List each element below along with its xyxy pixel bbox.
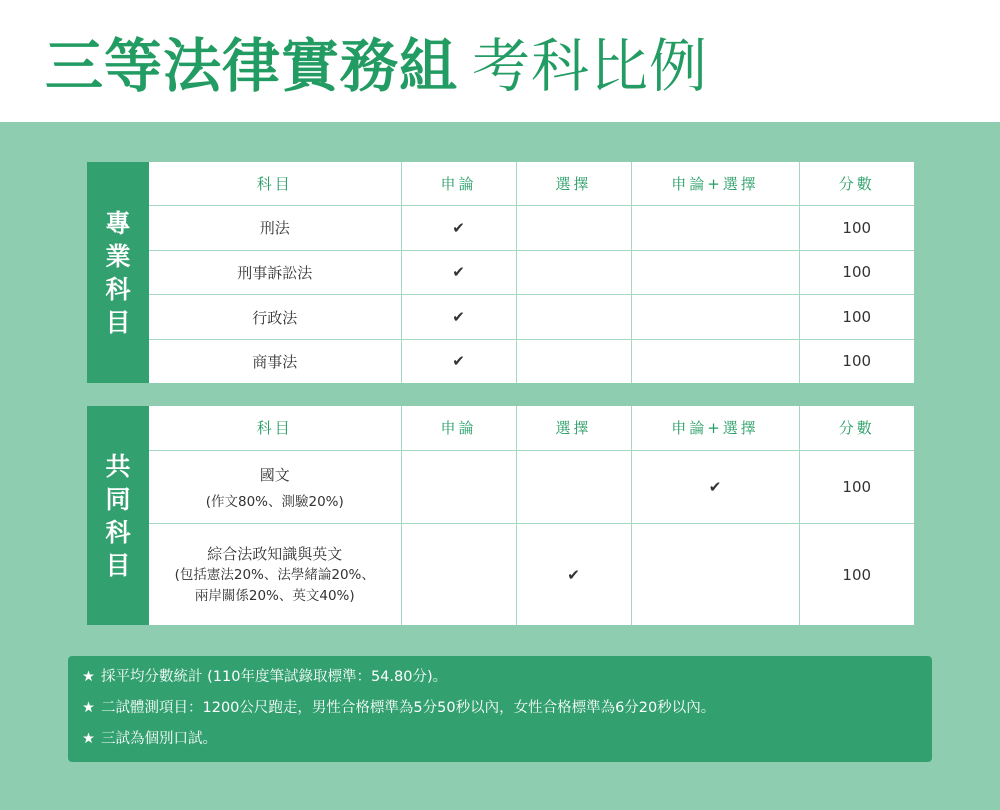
essay-check-icon: ✔ — [401, 295, 516, 340]
star-icon: ★ — [82, 700, 95, 716]
subject-cell: 刑法 — [149, 206, 401, 251]
note-text: 三試為個別口試。 — [101, 731, 217, 747]
col-header-mixed: 申論+選擇 — [631, 162, 799, 206]
side-char: 目 — [105, 307, 131, 337]
table-header-row — [149, 162, 914, 206]
mixed-cell — [631, 295, 799, 340]
page-title — [45, 26, 708, 106]
star-icon: ★ — [82, 731, 95, 747]
col-header-choice: 選擇 — [516, 162, 631, 206]
side-char: 科 — [105, 517, 131, 547]
essay-check-icon: ✔ — [401, 339, 516, 383]
table-row — [149, 206, 914, 251]
score-cell: 100 — [799, 206, 914, 251]
subject-cell — [149, 450, 401, 524]
table-grid — [149, 162, 914, 383]
mixed-cell — [631, 206, 799, 251]
side-label-common — [87, 406, 149, 625]
choice-cell — [516, 295, 631, 340]
essay-cell — [401, 524, 516, 625]
note-text: 採平均分數統計 (110年度筆試錄取標準：54.80分)。 — [101, 669, 448, 685]
title-sub: 考科比例 — [472, 32, 709, 100]
table-row — [149, 250, 914, 295]
score-cell: 100 — [799, 524, 914, 625]
notes-box — [68, 656, 932, 762]
subject-cell: 行政法 — [149, 295, 401, 340]
subject-note: (作文80%、測驗20%) — [205, 493, 344, 510]
side-char: 同 — [105, 484, 131, 514]
table-row — [149, 450, 914, 524]
side-char: 業 — [105, 241, 131, 271]
side-char: 專 — [105, 208, 131, 238]
choice-check-icon: ✔ — [516, 524, 631, 625]
mixed-cell — [631, 250, 799, 295]
choice-cell — [516, 339, 631, 383]
mixed-cell — [631, 339, 799, 383]
table-grid — [149, 406, 914, 625]
table-row — [149, 339, 914, 383]
col-header-score: 分數 — [799, 406, 914, 450]
subject-name: 綜合法政知識與英文 — [207, 544, 343, 563]
essay-check-icon: ✔ — [401, 250, 516, 295]
table-row — [149, 295, 914, 340]
subject-cell: 刑事訴訟法 — [149, 250, 401, 295]
col-header-mixed: 申論+選擇 — [631, 406, 799, 450]
note-item — [82, 662, 932, 693]
side-char: 目 — [105, 550, 131, 580]
side-char: 科 — [105, 274, 131, 304]
col-header-score: 分數 — [799, 162, 914, 206]
mixed-check-icon: ✔ — [631, 450, 799, 524]
common-subjects-table — [87, 406, 914, 625]
star-icon: ★ — [82, 669, 95, 685]
table-row — [149, 524, 914, 625]
subject-note-line2: 兩岸關係20%、英文40%) — [194, 587, 355, 604]
score-cell: 100 — [799, 295, 914, 340]
table-header-row — [149, 406, 914, 450]
note-item — [82, 693, 932, 724]
col-header-essay: 申論 — [401, 406, 516, 450]
score-cell: 100 — [799, 250, 914, 295]
note-item — [82, 724, 932, 755]
choice-cell — [516, 206, 631, 251]
choice-cell — [516, 250, 631, 295]
subject-cell: 商事法 — [149, 339, 401, 383]
side-label-professional — [87, 162, 149, 383]
note-text: 二試體測項目：1200公尺跑走，男性合格標準為5分50秒以內，女性合格標準為6分20秒以內。 — [101, 700, 716, 716]
subject-note-line1: (包括憲法20%、法學緒論20%、 — [174, 566, 375, 583]
mixed-cell — [631, 524, 799, 625]
side-char: 共 — [105, 451, 131, 481]
col-header-subject: 科目 — [149, 406, 401, 450]
subject-name: 國文 — [259, 465, 290, 484]
title-main: 三等法律實務組 — [45, 32, 459, 100]
professional-subjects-table — [87, 162, 914, 383]
essay-cell — [401, 450, 516, 524]
score-cell: 100 — [799, 339, 914, 383]
choice-cell — [516, 450, 631, 524]
subject-cell — [149, 524, 401, 625]
col-header-choice: 選擇 — [516, 406, 631, 450]
essay-check-icon: ✔ — [401, 206, 516, 251]
col-header-subject: 科目 — [149, 162, 401, 206]
score-cell: 100 — [799, 450, 914, 524]
col-header-essay: 申論 — [401, 162, 516, 206]
header — [0, 0, 1000, 122]
